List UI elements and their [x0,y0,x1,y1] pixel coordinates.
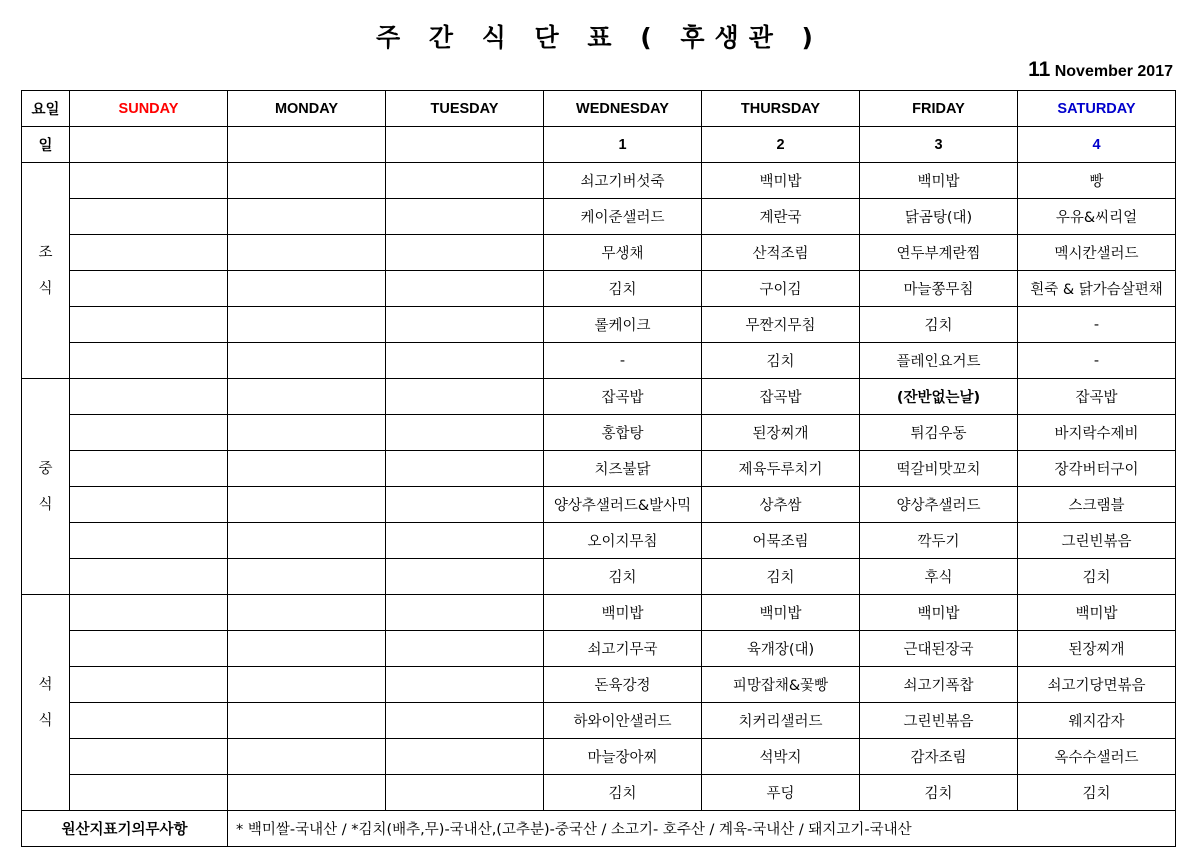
menu-item-cell: 백미밥 [860,595,1018,631]
menu-item-cell: 계란국 [702,199,860,235]
lunch-row [22,415,1176,451]
menu-item-cell [70,307,228,343]
menu-item-cell: 오이지무침 [544,523,702,559]
dinner-row [22,667,1176,703]
menu-item-cell: 웨지감자 [1018,703,1176,739]
menu-item-cell: 어묵조림 [702,523,860,559]
menu-item-cell [228,163,386,199]
menu-item-cell: 김치 [1018,775,1176,811]
menu-item-cell: 치커리샐러드 [702,703,860,739]
menu-item-cell [70,703,228,739]
menu-item-cell [386,703,544,739]
menu-item-cell: 그린빈볶음 [860,703,1018,739]
menu-item-cell: 돈육강정 [544,667,702,703]
menu-item-cell: 플레인요거트 [860,343,1018,379]
menu-item-cell: - [1018,343,1176,379]
menu-item-cell: 양상추샐러드 [860,487,1018,523]
menu-item-cell [70,667,228,703]
dinner-row [22,631,1176,667]
menu-item-cell: 김치 [702,559,860,595]
menu-item-cell [228,559,386,595]
weekday-header-friday: FRIDAY [860,91,1018,127]
menu-item-cell [70,631,228,667]
menu-item-cell [386,667,544,703]
lunch-row [22,451,1176,487]
menu-item-cell: 하와이안샐러드 [544,703,702,739]
menu-item-cell [70,559,228,595]
origin-notice-row [22,811,1176,847]
menu-item-cell: 백미밥 [702,163,860,199]
menu-item-cell [228,379,386,415]
menu-item-cell [70,775,228,811]
lunch-label-line1: 중 [38,460,53,477]
lunch-label-line2: 식 [38,496,53,513]
menu-item-cell [70,739,228,775]
weekday-header-thursday: THURSDAY [702,91,860,127]
menu-item-cell: 마늘장아찌 [544,739,702,775]
menu-item-cell: 쇠고기무국 [544,631,702,667]
menu-item-cell [70,235,228,271]
menu-item-cell: 롤케이크 [544,307,702,343]
date-cell [70,127,228,163]
menu-item-cell: 김치 [544,775,702,811]
menu-item-cell: 된장찌개 [1018,631,1176,667]
menu-item-cell: 육개장(대) [702,631,860,667]
menu-item-cell: 감자조림 [860,739,1018,775]
menu-item-cell [228,343,386,379]
menu-item-cell [70,199,228,235]
menu-item-cell [70,451,228,487]
menu-item-cell: 구이김 [702,271,860,307]
menu-item-cell [228,775,386,811]
breakfast-row [22,307,1176,343]
menu-item-cell [386,199,544,235]
menu-item-cell: 석박지 [702,739,860,775]
page-title: 주 간 식 단 표 ( 후생관 ) [376,23,823,52]
menu-item-cell [70,271,228,307]
menu-item-cell: 백미밥 [702,595,860,631]
menu-item-cell: 양상추샐러드&발사믹 [544,487,702,523]
menu-item-cell [386,523,544,559]
menu-item-cell: 백미밥 [860,163,1018,199]
menu-item-cell: 잡곡밥 [1018,379,1176,415]
lunch-row [22,559,1176,595]
menu-item-cell [70,415,228,451]
menu-item-cell [386,739,544,775]
menu-item-cell [386,487,544,523]
breakfast-label [22,163,70,379]
breakfast-row [22,343,1176,379]
breakfast-row [22,199,1176,235]
menu-item-cell [70,163,228,199]
menu-item-cell: 잡곡밥 [702,379,860,415]
menu-item-cell: (잔반없는날) [860,379,1018,415]
menu-item-cell [228,595,386,631]
lunch-row [22,379,1176,415]
date-day: 11 [1028,58,1051,81]
dinner-row [22,739,1176,775]
menu-item-cell: 김치 [544,271,702,307]
menu-item-cell: 근대된장국 [860,631,1018,667]
menu-item-cell: 산적조림 [702,235,860,271]
lunch-row [22,523,1176,559]
menu-item-cell: 김치 [1018,559,1176,595]
menu-item-cell: 바지락수제비 [1018,415,1176,451]
menu-item-cell: 백미밥 [1018,595,1176,631]
menu-item-cell [228,307,386,343]
menu-item-cell [386,307,544,343]
menu-item-cell: 옥수수샐러드 [1018,739,1176,775]
origin-notice-label: 원산지표기의무사항 [22,811,228,847]
weekday-header-saturday: SATURDAY [1018,91,1176,127]
weekday-header-wednesday: WEDNESDAY [544,91,702,127]
menu-item-cell: 홍합탕 [544,415,702,451]
menu-item-cell: 튀김우동 [860,415,1018,451]
date-cell: 4 [1018,127,1176,163]
menu-item-cell: 멕시칸샐러드 [1018,235,1176,271]
menu-item-cell [386,235,544,271]
breakfast-label-line1: 조 [38,244,53,261]
menu-item-cell: 푸딩 [702,775,860,811]
menu-item-cell: 상추쌈 [702,487,860,523]
menu-item-cell [386,415,544,451]
menu-item-cell: 된장찌개 [702,415,860,451]
menu-item-cell: 김치 [702,343,860,379]
menu-item-cell [228,487,386,523]
menu-item-cell [386,775,544,811]
menu-item-cell: 빵 [1018,163,1176,199]
date-cell [228,127,386,163]
menu-item-cell [228,631,386,667]
date-cell: 2 [702,127,860,163]
menu-item-cell [70,343,228,379]
date-row [22,127,1176,163]
menu-item-cell: 후식 [860,559,1018,595]
weekly-menu-table [21,90,1176,847]
menu-item-cell [70,487,228,523]
weekday-header-sunday: SUNDAY [70,91,228,127]
menu-item-cell: 김치 [544,559,702,595]
menu-item-cell: - [1018,307,1176,343]
menu-item-cell [386,631,544,667]
menu-item-cell [386,559,544,595]
menu-item-cell [386,379,544,415]
dinner-label [22,595,70,811]
menu-item-cell: 김치 [860,775,1018,811]
menu-item-cell: 장각버터구이 [1018,451,1176,487]
breakfast-row [22,163,1176,199]
menu-date [1028,58,1173,82]
menu-item-cell: 그린빈볶음 [1018,523,1176,559]
date-cell [386,127,544,163]
menu-item-cell: 닭곰탕(대) [860,199,1018,235]
menu-item-cell: 쇠고기폭찹 [860,667,1018,703]
menu-item-cell: 무짠지무침 [702,307,860,343]
menu-item-cell: 쇠고기버섯죽 [544,163,702,199]
menu-item-cell: 피망잡채&꽃빵 [702,667,860,703]
menu-item-cell [386,343,544,379]
menu-item-cell: 떡갈비맛꼬치 [860,451,1018,487]
menu-item-cell: 무생채 [544,235,702,271]
menu-item-cell: 깍두기 [860,523,1018,559]
dinner-row [22,595,1176,631]
menu-item-cell [228,235,386,271]
date-cell: 1 [544,127,702,163]
menu-item-cell [228,703,386,739]
breakfast-row [22,271,1176,307]
breakfast-row [22,235,1176,271]
menu-item-cell [228,667,386,703]
weekday-header-tuesday: TUESDAY [386,91,544,127]
menu-item-cell: 쇠고기당면볶음 [1018,667,1176,703]
menu-item-cell: - [544,343,702,379]
date-label: 일 [22,127,70,163]
menu-item-cell [386,451,544,487]
menu-item-cell [70,595,228,631]
menu-item-cell [70,523,228,559]
dinner-row [22,775,1176,811]
menu-item-cell [228,415,386,451]
menu-item-cell [228,271,386,307]
lunch-label [22,379,70,595]
menu-item-cell: 백미밥 [544,595,702,631]
date-cell: 3 [860,127,1018,163]
menu-item-cell: 케이준샐러드 [544,199,702,235]
dinner-row [22,703,1176,739]
menu-item-cell [386,595,544,631]
origin-notice-text: * 백미쌀-국내산 / *김치(배추,무)-국내산,(고추분)-중국산 / 소고기- 호주산 / 계육-국내산 / 돼지고기-국내산 [228,811,1176,847]
menu-item-cell: 흰죽 & 닭가슴살편채 [1018,271,1176,307]
menu-item-cell [70,379,228,415]
menu-item-cell: 연두부계란찜 [860,235,1018,271]
menu-item-cell: 우유&씨리얼 [1018,199,1176,235]
menu-item-cell: 치즈불닭 [544,451,702,487]
menu-item-cell: 제육두루치기 [702,451,860,487]
menu-item-cell: 스크램블 [1018,487,1176,523]
menu-item-cell [228,523,386,559]
menu-item-cell: 마늘쫑무침 [860,271,1018,307]
dinner-label-line2: 식 [38,712,53,729]
menu-item-cell: 김치 [860,307,1018,343]
menu-item-cell [386,271,544,307]
weekday-header-monday: MONDAY [228,91,386,127]
weekday-label: 요일 [22,91,70,127]
menu-item-cell [228,739,386,775]
menu-item-cell [228,451,386,487]
breakfast-label-line2: 식 [38,280,53,297]
menu-item-cell [386,163,544,199]
weekday-header-row [22,91,1176,127]
menu-item-cell [228,199,386,235]
lunch-row [22,487,1176,523]
menu-item-cell: 잡곡밥 [544,379,702,415]
dinner-label-line1: 석 [38,676,53,693]
date-month-year: November 2017 [1050,63,1173,80]
